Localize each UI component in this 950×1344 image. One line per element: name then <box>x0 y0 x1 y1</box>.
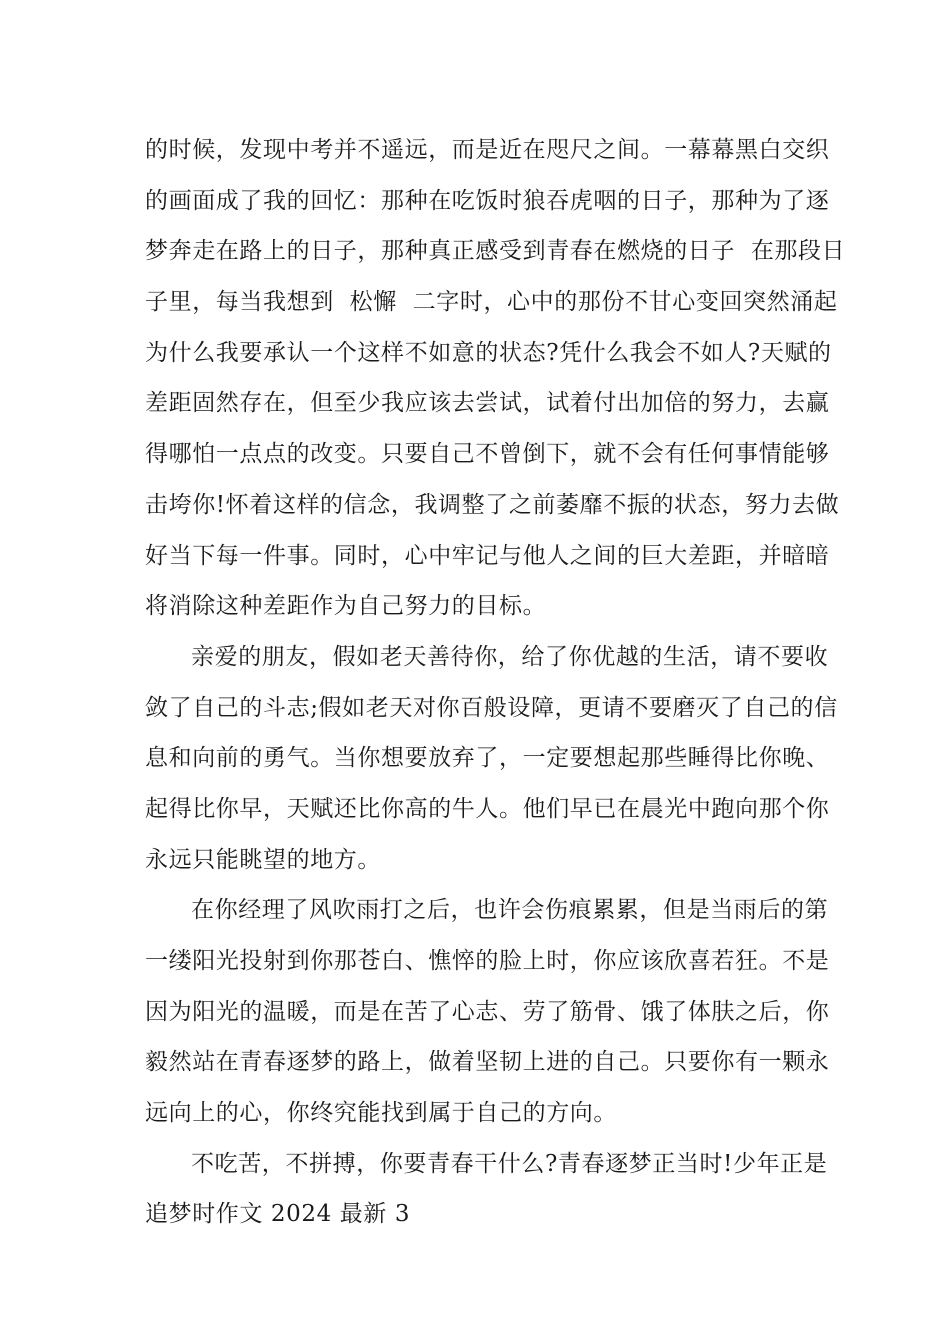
text-line: 一缕阳光投射到你那苍白、憔悴的脸上时，你应该欣喜若狂。不是 <box>145 948 830 974</box>
paragraph-first-line: 在你经理了风吹雨打之后，也许会伤痕累累，但是当雨后的第 <box>191 897 829 924</box>
text-line: 起得比你早，天赋还比你高的牛人。他们早已在晨光中跑向那个你 <box>145 795 830 822</box>
text-line: 息和向前的勇气。当你想要放弃了，一定要想起那些睡得比你晚、 <box>145 745 830 772</box>
text-line: 击垮你!怀着这样的信念，我调整了之前萎靡不振的状态，努力去做 <box>145 491 840 518</box>
text-line: 将消除这种差距作为自己努力的目标。 <box>145 593 547 620</box>
text-line: 梦奔走在路上的日子，那种真正感受到青春在燃烧的日子 在那段日 <box>145 238 846 265</box>
text-line: 差距固然存在，但至少我应该去尝试，试着付出加倍的努力，去赢 <box>145 390 830 417</box>
text-line: 远向上的心，你终究能找到属于自己的方向。 <box>145 1100 617 1127</box>
paragraph-first-line: 不吃苦，不拼搏，你要青春干什么?青春逐梦正当时!少年正是 <box>191 1150 828 1177</box>
paragraph-first-line: 亲爱的朋友，假如老天善待你，给了你优越的生活，请不要收 <box>191 643 829 670</box>
text-line: 敛了自己的斗志;假如老天对你百般设障，更请不要磨灭了自己的信 <box>145 694 838 721</box>
text-line: 永远只能眺望的地方。 <box>145 846 381 873</box>
text-line: 的画面成了我的回忆：那种在吃饭时狼吞虎咽的日子，那种为了逐 <box>145 187 830 214</box>
text-line: 子里，每当我想到 松懈 二字时，心中的那份不甘心变回突然涌起 <box>145 289 838 316</box>
document-body <box>145 125 846 1240</box>
text-line: 好当下每一件事。同时，心中牢记与他人之间的巨大差距，并暗暗 <box>145 542 830 569</box>
text-line: 为什么我要承认一个这样不如意的状态?凭什么我会不如人?天赋的 <box>145 339 832 366</box>
text-line: 得哪怕一点点的改变。只要自己不曾倒下，就不会有任何事情能够 <box>145 441 830 468</box>
text-line: 因为阳光的温暖，而是在苦了心志、劳了筋骨、饿了体肤之后，你 <box>145 998 830 1025</box>
section-heading: 追梦时作文 2024 最新 3 <box>145 1201 411 1228</box>
text-line: 的时候，发现中考并不遥远，而是近在咫尺之间。一幕幕黑白交织 <box>145 137 830 163</box>
text-line: 毅然站在青春逐梦的路上，做着坚韧上进的自己。只要你有一颗永 <box>145 1049 830 1076</box>
